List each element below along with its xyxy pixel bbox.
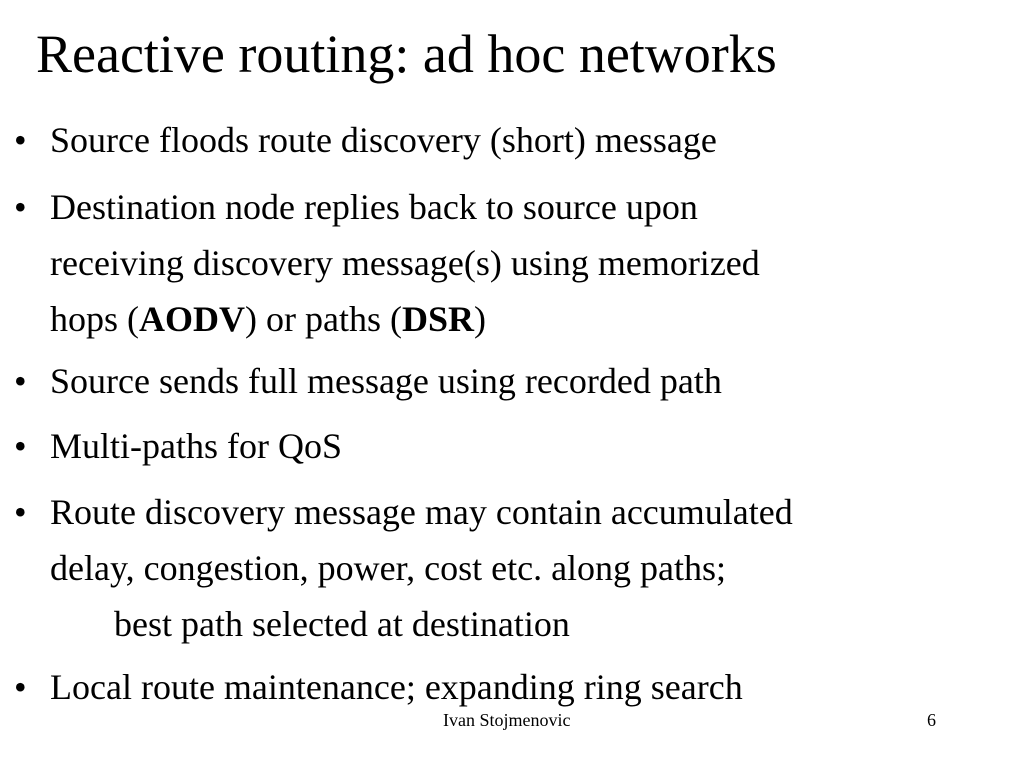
page-number: 6: [927, 710, 936, 730]
bullet-dot: •: [14, 187, 27, 227]
text-run: ) or paths (: [245, 299, 402, 339]
bullet-text: [50, 353, 722, 409]
bullet-line: Source floods route discovery (short) message: [50, 120, 717, 160]
bullet-dot: •: [14, 426, 27, 466]
bullet-line-indented: best path selected at destination: [114, 604, 570, 644]
bullet-dot: •: [14, 667, 27, 707]
bullet-line: receiving discovery message(s) using memorized: [50, 243, 760, 283]
bullet-dot: •: [14, 492, 27, 532]
bullet-line: delay, congestion, power, cost etc. along paths;: [50, 548, 727, 588]
slide-title: Reactive routing: ad hoc networks: [36, 24, 777, 84]
bullet-text: [50, 112, 717, 168]
bullet-line: Route discovery message may contain accumulated: [50, 492, 793, 532]
bullet-dot: •: [14, 120, 27, 160]
text-run: ): [474, 299, 486, 339]
text-run: hops (: [50, 299, 139, 339]
bullet-line: Source sends full message using recorded path: [50, 361, 722, 401]
bullet-text: [50, 418, 342, 474]
bullet-line: Multi-paths for QoS: [50, 426, 342, 466]
dsr-term: DSR: [401, 299, 474, 339]
bullet-text: [50, 659, 743, 715]
aodv-term: AODV: [139, 299, 245, 339]
bullet-dot: •: [14, 361, 27, 401]
bullet-line: Destination node replies back to source upon: [50, 187, 698, 227]
footer-author: Ivan Stojmenovic: [443, 710, 571, 730]
bullet-line: Local route maintenance; expanding ring search: [50, 667, 743, 707]
bullet-text: [50, 179, 760, 347]
bullet-line: [50, 291, 760, 347]
bullet-text: [50, 484, 793, 652]
